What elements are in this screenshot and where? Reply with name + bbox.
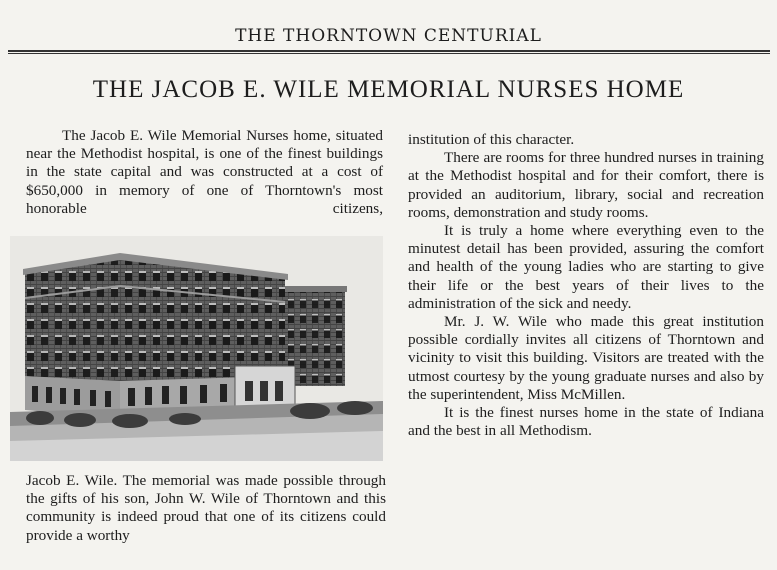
left-column-top (26, 127, 383, 218)
masthead: THE THORNTOWN CENTURIAL (235, 26, 542, 46)
nurses-home-building-photo (10, 236, 383, 461)
right-column (408, 131, 764, 440)
masthead-rule (8, 50, 770, 52)
left-paragraph-top: The Jacob E. Wile Memorial Nurses home, situated near the Methodist hospital, is one of the finest buildings in the state capital and was constructed at a cost of $650,000 in memory of one of Thorntown's most honorable citizens, (26, 127, 383, 217)
masthead-rule-thin (8, 53, 770, 54)
right-paragraph-finest: It is the finest nurses home in the state of Indiana and the best in all Methodism. (408, 404, 764, 440)
right-paragraph-invitation: Mr. J. W. Wile who made this great institution possible cordially invites all citizens of Thorntown and vicinity to visit this building. Visitors are treated with the utmost courtesy by the young graduate nurses and also by the superintendent, Miss McMillen. (408, 313, 764, 403)
right-paragraph-comfort: It is truly a home where everything even to the minutest detail has been provided, assuring the comfort and health of the young ladies who are starting to give their life or the best years of their lives to the administration of the sick and needy. (408, 222, 764, 312)
headline: THE JACOB E. WILE MEMORIAL NURSES HOME (92, 76, 685, 103)
right-paragraph-rooms: There are rooms for three hundred nurses in training at the Methodist hospital and for their comfort, there is provided an auditorium, library, social and recreation rooms, demonstration and study rooms. (408, 149, 764, 221)
left-paragraph-bottom: Jacob E. Wile. The memorial was made possible through the gifts of his son, John W. Wile of Thorntown and this community is indeed proud that one of its citizens could provide a worthy (26, 472, 386, 544)
left-column-bottom (26, 472, 386, 545)
right-paragraph-continuation: institution of this character. (408, 131, 575, 148)
